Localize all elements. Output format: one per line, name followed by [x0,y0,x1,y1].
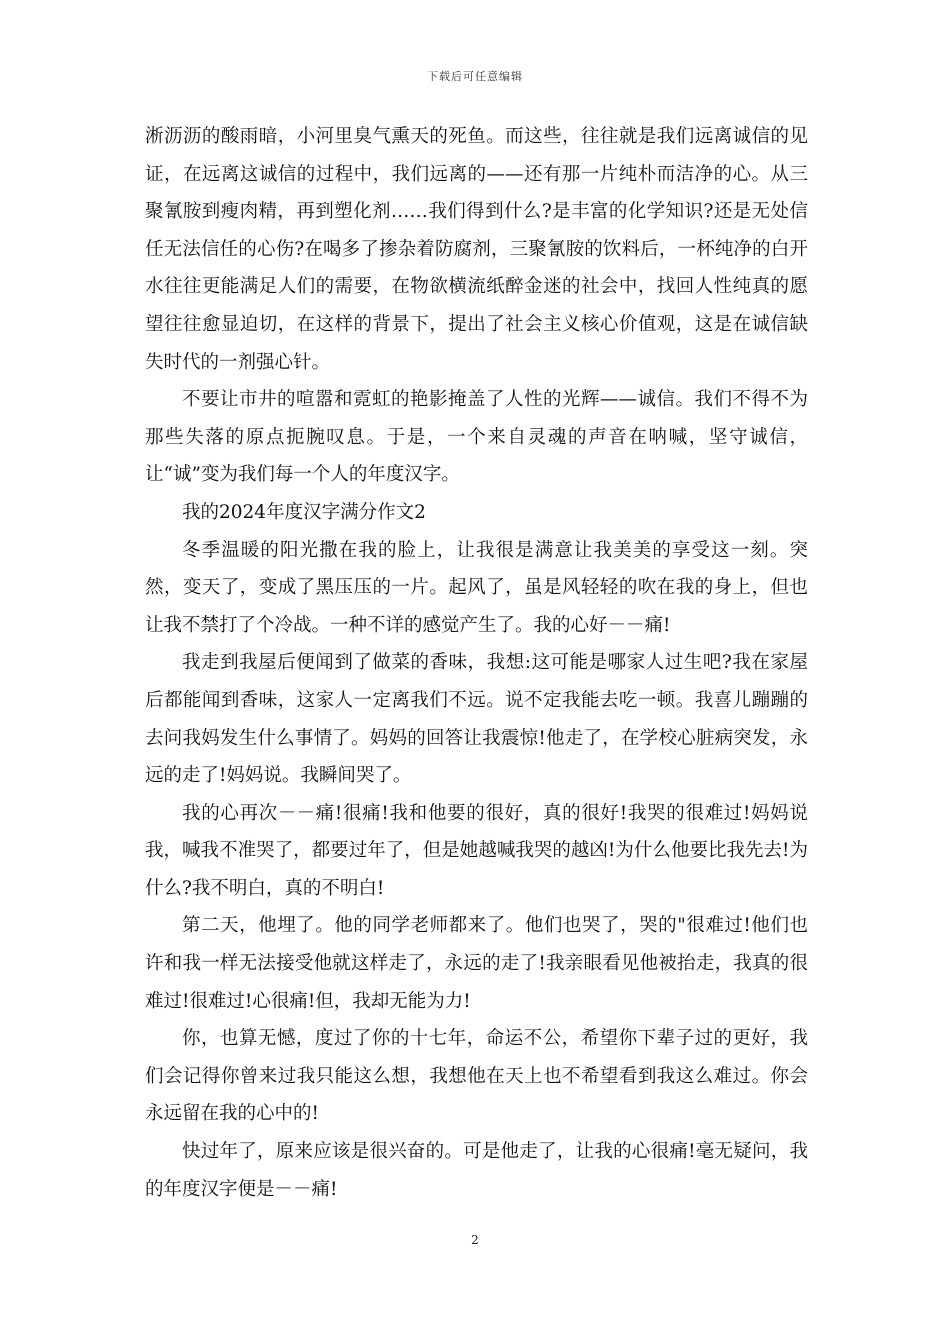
paragraph-8: 快过年了，原来应该是很兴奋的。可是他走了，让我的心很痛!毫无疑问，我的年度汉字便是－－痛! [145,1141,808,1200]
document-body [145,118,808,1208]
paragraph-5: 我的心再次－－痛!很痛!我和他要的很好，真的很好!我哭的很难过!妈妈说我，喊我不准哭了，都要过年了，但是她越喊我哭的越凶!为什么他要比我先去!为什么?我不明白，真的不明白! [145,802,808,899]
paragraph-1: 淅沥沥的酸雨暗，小河里臭气熏天的死鱼。而这些，往往就是我们远离诚信的见证，在远离这诚信的过程中，我们远离的——还有那一片纯朴而洁净的心。从三聚氰胺到瘦肉精，再到塑化剂……我们得到什么?是丰富的化学知识?还是无处信任无法信任的心伤?在喝多了掺杂着防腐剂，三聚氰胺的饮料后，一杯纯净的白开水往往更能满足人们的需要，在物欲横流纸醉金迷的社会中，找回人性纯真的愿望往往愈显迫切，在这样的背景下，提出了社会主义核心价值观，这是在诚信缺失时代的一剂强心针。 [145,126,808,373]
paragraph-3: 冬季温暖的阳光撒在我的脸上，让我很是满意让我美美的享受这一刻。突然，变天了，变成了黑压压的一片。起风了，虽是风轻轻的吹在我的身上，但也让我不禁打了个冷战。一种不详的感觉产生了。我的心好－－痛! [145,539,808,636]
header-note: 下载后可任意编辑 [427,70,523,83]
paragraph-6: 第二天，他埋了。他的同学老师都来了。他们也哭了，哭的"很难过!他们也许和我一样无法接受他就这样走了，永远的走了!我亲眼看见他被抬走，我真的很难过!很难过!心很痛!但，我却无能为力! [145,915,808,1012]
paragraph-2: 不要让市井的喧嚣和霓虹的艳影掩盖了人性的光辉——诚信。我们不得不为那些失落的原点扼腕叹息。于是，一个来自灵魂的声音在呐喊，坚守诚信，让“诚”变为我们每一个人的年度汉字。 [145,389,808,486]
page-number: 2 [471,1233,479,1247]
paragraph-4: 我走到我屋后便闻到了做菜的香味，我想:这可能是哪家人过生吧?我在家屋后都能闻到香味，这家人一定离我们不远。说不定我能去吃一顿。我喜儿蹦蹦的去问我妈发生什么事情了。妈妈的回答让我震惊!他走了，在学校心脏病突发，永远的走了!妈妈说。我瞬间哭了。 [145,652,808,787]
section-title: 我的2024年度汉字满分作文2 [182,501,426,523]
paragraph-7: 你，也算无憾，度过了你的十七年，命运不公，希望你下辈子过的更好，我们会记得你曾来过我只能这么想，我想他在天上也不希望看到我这么难过。你会永远留在我的心中的! [145,1028,808,1125]
